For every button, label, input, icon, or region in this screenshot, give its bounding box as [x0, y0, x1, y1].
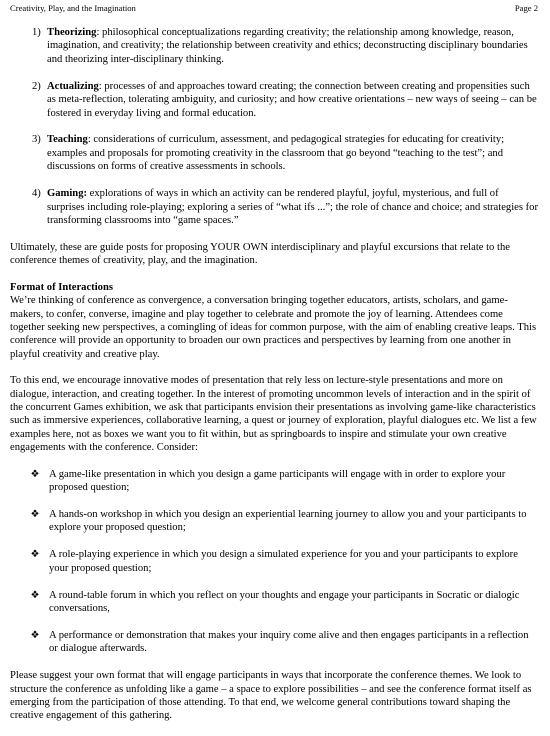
section-heading: Format of Interactions	[10, 281, 113, 293]
closing-paragraph: Please suggest your own format that will engage participants in ways that incorporate the conference themes. We look to structure the conference as unfolding like a game – a space to explore possibilities – and see the conference format itself as emerging from the participation of those attending. To that end, we welcome general contributions toward shaping the creative engagement of this gathering.	[10, 670, 532, 722]
item-number: 2)	[32, 80, 41, 92]
list-item	[10, 508, 538, 535]
diamond-bullet-icon: ❖	[30, 629, 40, 641]
item-number: 3)	[32, 134, 41, 146]
list-item	[10, 589, 538, 616]
format-text: A game-like presentation in which you design a game participants will engage with in order to explore your proposed question;	[49, 468, 506, 493]
format-paragraph: We’re thinking of conference as convergence, a conversation bringing together educators, artists, scholars, and game-makers, to confer, converse, imagine and play together to celebrate and promote the joy of learning. Attendees come together seeking new perspectives, a comingling of ideas for common purpose, with the aim of enabling creative leaps. This conference will provide an opportunity to broaden our own practices and perspectives by learning from one another in playful creativity and creative play.	[10, 295, 537, 360]
list-item	[10, 629, 538, 656]
format-text: A performance or demonstration that makes your inquiry come alive and then engages participants in a reflection or dialogue afterwards.	[49, 629, 529, 655]
theme-term: Gaming:	[47, 188, 88, 200]
document-body	[10, 26, 538, 736]
theme-description: explorations of ways in which an activity can be rendered playful, joyful, mysterious, and full of surprises including role-playing; exploring a series of “what ifs ...”; the role of chance and choice; and strategies for transforming classrooms into “game spaces.”	[47, 188, 538, 226]
format-list	[10, 468, 538, 656]
format-text: A hands-on workshop in which you design an experiential learning journey to allow you and your participants to explore your proposed question;	[49, 508, 527, 534]
header-title: Creativity, Play, and the Imagination	[10, 3, 136, 13]
item-number: 4)	[32, 188, 41, 200]
diamond-bullet-icon: ❖	[30, 549, 40, 561]
running-header	[10, 3, 538, 14]
diamond-bullet-icon: ❖	[30, 468, 40, 480]
theme-description: : processes of and approaches toward creating; the connection between creating and propensities such as meta-reflection, tolerating ambiguity, and curiosity; and how creative orientations – new ways of seeing – can be fostered in everyday living and formal education.	[47, 80, 537, 119]
list-item	[10, 26, 538, 66]
page-number: Page 2	[514, 3, 538, 13]
theme-list	[10, 26, 538, 227]
item-number: 1)	[32, 27, 41, 38]
theme-description: : philosophical conceptualizations regarding creativity; the relationship among knowledge, reason, imagination, and creativity; the relationship between creativity and ethics; deconstructing disciplinary boundaries and theorizing inter-disciplinary thinking.	[47, 27, 528, 65]
list-item	[10, 80, 538, 120]
diamond-bullet-icon: ❖	[30, 589, 40, 601]
format-text: A round-table forum in which you reflect on your thoughts and engage your participants in Socratic or dialogic conversations,	[49, 589, 520, 614]
list-item	[10, 187, 538, 227]
diamond-bullet-icon: ❖	[30, 508, 40, 520]
theme-term: Actualizing	[47, 80, 99, 92]
list-item	[10, 548, 538, 575]
list-item	[10, 133, 538, 173]
to-this-end-paragraph: To this end, we encourage innovative modes of presentation that rely less on lecture-style presentations and more on dialogue, interaction, and creating together. In the interest of promoting uncommon levels of interaction and in the spirit of the concurrent Games exhibition, we ask that participants envision their presentations as involving game-like characteristics such as immersive experiences, collaborative learning, a quest or journey of exploration, playful dialogues etc. We list a few examples here, not as boxes we want you to fit within, but as springboards to inspire and stimulate your own creative engagements with the conference. Consider:	[10, 375, 537, 454]
theme-term: Theorizing	[47, 27, 97, 38]
theme-description: : considerations of curriculum, assessment, and pedagogical strategies for educating for creativity; examples and proposals for promoting creativity in the classroom that go beyond “teaching to the test”; and discussions on forms of creative assessments in schools.	[47, 134, 505, 173]
list-item	[10, 468, 538, 495]
format-text: A role-playing experience in which you design a simulated experience for you and your participants to explore your proposed question;	[49, 549, 518, 574]
ultimately-paragraph: Ultimately, these are guide posts for proposing YOUR OWN interdisciplinary and playful excursions that relate to the conference themes of creativity, play, and the imagination.	[10, 241, 510, 267]
theme-term: Teaching	[47, 134, 88, 146]
